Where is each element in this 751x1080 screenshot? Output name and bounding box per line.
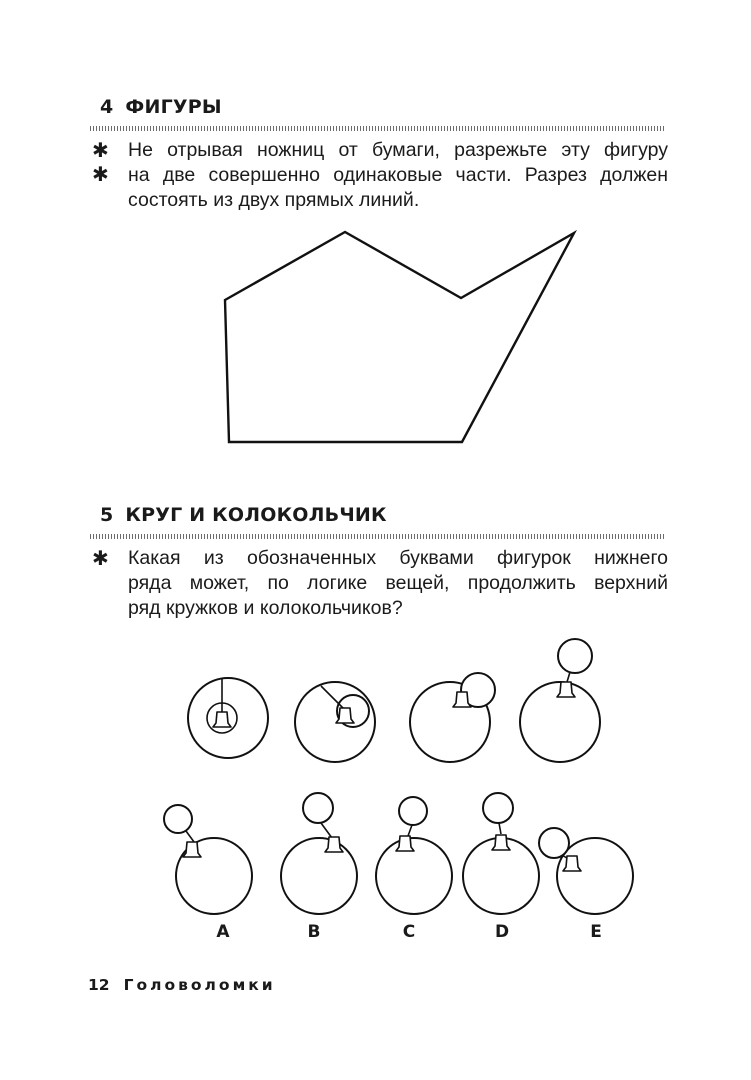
option-figure-d (463, 793, 539, 914)
text-line: состоять из двух прямых линий. (128, 189, 420, 211)
text-line: на две совершенно одинаковые части. Разрез должен (128, 164, 668, 186)
section-title: ФИГУРЫ (125, 96, 222, 118)
text-line: ряд кружков и колокольчиков? (128, 597, 403, 619)
option-figure-c (376, 797, 452, 914)
option-label-a: A (216, 922, 230, 942)
section-number: 5 (100, 504, 114, 526)
sequence-figure-1 (188, 678, 268, 758)
option-label-c: C (402, 922, 416, 942)
sequence-figure-2 (295, 682, 375, 762)
option-figure-b (281, 793, 357, 914)
option-figure-a (164, 805, 252, 914)
book-title: Головоломки (123, 976, 276, 994)
section-number: 4 (100, 96, 114, 118)
sequence-figure-4 (520, 639, 600, 762)
text-line: ряда может, по логике вещей, продолжить верхний (128, 572, 668, 594)
bullet-asterisk-icon: ✱ (92, 546, 109, 570)
bullet-asterisk-icon: ✱ (92, 138, 109, 162)
option-label-d: D (494, 922, 510, 942)
page-number: 12 (88, 976, 110, 994)
option-label-b: B (307, 922, 321, 942)
text-line: Какая из обозначенных буквами фигурок нижнего (128, 547, 668, 569)
section-title: КРУГ И КОЛОКОЛЬЧИК (125, 504, 387, 526)
cut-shape (225, 232, 574, 442)
sequence-figure-3 (410, 673, 495, 762)
page-footer (88, 976, 276, 994)
option-label-e: E (590, 922, 602, 942)
text-line: Не отрывая ножниц от бумаги, разрежьте эту фигуру (128, 139, 668, 161)
option-figure-e (539, 828, 633, 914)
bullet-asterisk-icon: ✱ (92, 162, 109, 186)
